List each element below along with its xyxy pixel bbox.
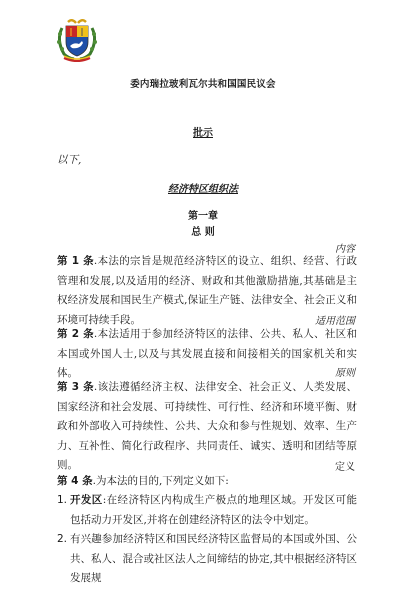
definition-1-text: :在经济特区内构成生产极点的地理区域。开发区可能包括动力开发区,并将在创建经济特区的法令中划定。 bbox=[70, 494, 358, 526]
article-2-label: 第 2 条 bbox=[57, 328, 94, 340]
definition-1-term: 开发区 bbox=[70, 494, 103, 506]
definition-2-text: 有兴趣参加经济特区和国民经济特区监督局的本国或外国、公共、私人、混合或社区法人之间缔结的协定,其中根据经济特区发展规 bbox=[70, 533, 357, 584]
chapter-title: 总 则 bbox=[191, 227, 215, 238]
article-3 bbox=[57, 378, 357, 476]
article-1 bbox=[57, 252, 357, 330]
law-title: 经济特区组织法 bbox=[168, 184, 238, 195]
definition-1-number: 1. bbox=[57, 494, 68, 506]
decree-heading: 批示 bbox=[193, 128, 213, 139]
coat-of-arms-emblem bbox=[54, 18, 100, 62]
preamble-text: 以下, bbox=[57, 154, 82, 166]
side-label-principles: 原则 bbox=[335, 368, 355, 379]
article-1-text: .本法的宗旨是规范经济特区的设立、组织、经营、行政管理和发展,以及适用的经济、财政和其他激励措施,其基础是主权经济发展和国民生产模式,保证生产链、法律安全、社会正义和环境可持续手段。 bbox=[57, 255, 357, 326]
article-4 bbox=[57, 472, 357, 492]
side-label-scope: 适用范围 bbox=[315, 316, 355, 327]
article-3-label: 第 3 条 bbox=[57, 381, 94, 393]
article-1-label: 第 1 条 bbox=[57, 255, 94, 267]
article-4-text: .为本法的目的,下列定义如下: bbox=[92, 475, 229, 487]
chapter-number: 第一章 bbox=[188, 211, 218, 222]
article-2 bbox=[57, 325, 357, 384]
article-3-text: .该法遵循经济主权、法律安全、社会正义、人类发展、国家经济和社会发展、可持续性、可行性、经济和环境平衡、财政和外部收入可持续性、公共、大众和参与性规划、效率、生产力、互补性、简化行政程序、共同责任、诚实、透明和团结等原则。 bbox=[57, 381, 357, 471]
definition-2-number: 2. bbox=[57, 533, 68, 545]
definition-item-2 bbox=[57, 530, 357, 589]
side-label-content: 内容 bbox=[335, 244, 355, 255]
definition-item-1 bbox=[57, 491, 357, 530]
article-4-label: 第 4 条 bbox=[57, 475, 93, 487]
article-2-text: .本法适用于参加经济特区的法律、公共、私人、社区和本国或外国人士,以及与其发展直接和间接相关的国家机关和实体。 bbox=[57, 328, 357, 379]
side-label-definitions: 定义 bbox=[335, 462, 355, 473]
assembly-title: 委内瑞拉玻利瓦尔共和国国民议会 bbox=[130, 79, 276, 90]
